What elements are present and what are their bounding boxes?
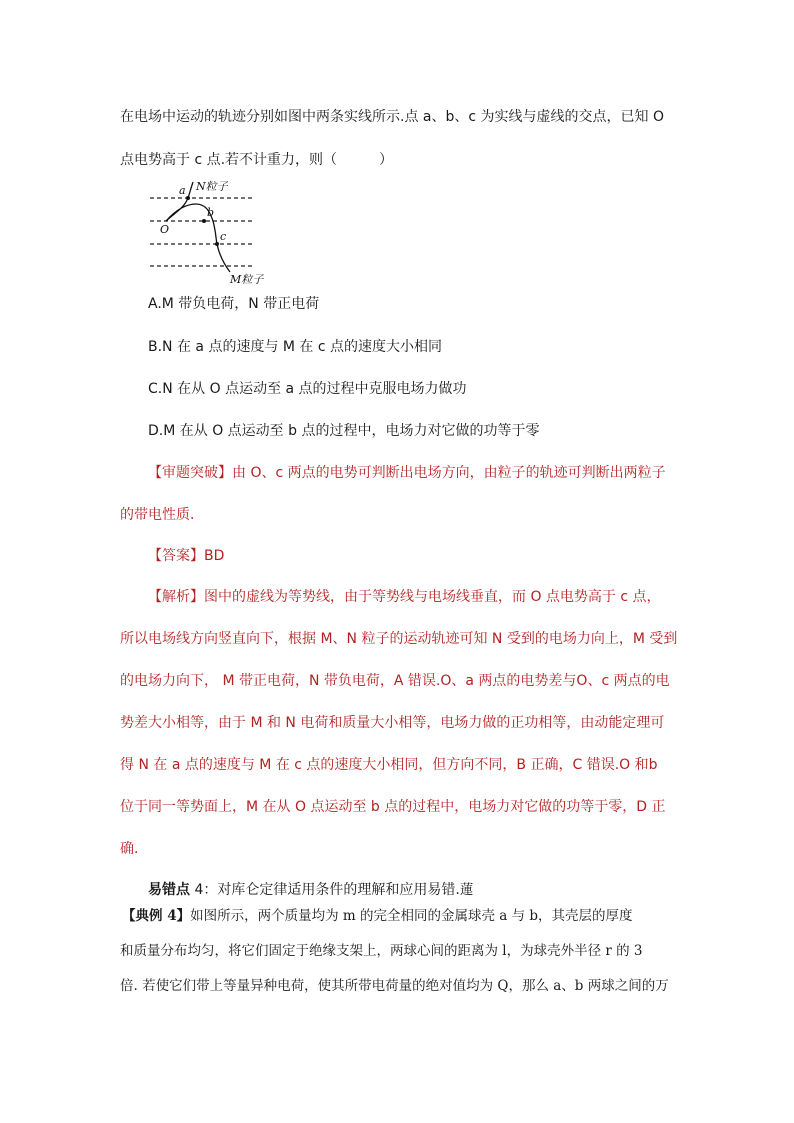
analysis-line-7: 确.: [120, 841, 139, 857]
breakthrough-text-2: 的带电性质.: [120, 507, 195, 523]
question-line-2: 点电势高于 c 点.若不计重力，则（ ）: [120, 152, 394, 168]
option-a: A.M 带负电荷，N 带正电荷: [148, 296, 320, 312]
trajectory-figure: [144, 176, 278, 288]
point-c-dot: [215, 242, 219, 246]
option-c: C.N 在从 O 点运动至 a 点的过程中克服电场力做功: [148, 381, 467, 397]
n-particle-label: N粒子: [196, 180, 228, 193]
option-b: B.N 在 a 点的速度与 M 在 c 点的速度大小相同: [148, 339, 443, 355]
example-text-1: 如图所示，两个质量均为 m 的完全相同的金属球壳 a 与 b，其壳层的厚度: [190, 908, 633, 924]
point-b-label: b: [207, 206, 215, 219]
analysis-line-2: 所以电场线方向竖直向下，根据 M、N 粒子的运动轨迹可知 N 受到的电场力向上，M 受到: [120, 631, 678, 647]
breakthrough-line-1: [148, 463, 666, 483]
option-d: D.M 在从 O 点运动至 b 点的过程中，电场力对它做的功等于零: [148, 423, 540, 439]
answer-label: 【答案】: [148, 548, 204, 564]
example-line-2: 和质量分布均匀，将它们固定于绝缘支架上，两球心间的距离为 l，为球壳外半径 r 的 3: [120, 943, 643, 959]
point-a-label: a: [179, 184, 186, 197]
example-label: 【典例 4】: [122, 908, 191, 924]
answer-value: BD: [204, 548, 225, 564]
point-a-dot: [186, 196, 190, 200]
error-point-heading: [148, 880, 473, 900]
question-line-1: 在电场中运动的轨迹分别如图中两条实线所示.点 a、b、c 为实线与虚线的交点，已知 O: [120, 109, 664, 125]
breakthrough-label: 【审题突破】: [148, 465, 232, 481]
analysis-label: 【解析】: [148, 589, 204, 605]
error-point-text: 4：对库仑定律适用条件的理解和应用易错.: [190, 882, 460, 898]
analysis-line-1: [148, 587, 661, 607]
point-o-label: O: [160, 223, 170, 236]
analysis-line-3: 的电场力向下， M 带正电荷，N 带负电荷，A 错误.O、a 两点的电势差与O、c 两点的电: [120, 673, 670, 689]
analysis-line-4: 势差大小相等，由于 M 和 N 电荷和质量大小相等，电场力做的正功相等，由动能定理可: [120, 715, 665, 731]
error-point-label: 易错点: [148, 882, 190, 898]
analysis-line-6: 位于同一等势面上，M 在从 O 点运动至 b 点的过程中，电场力对它做的功等于零，D 正: [120, 799, 666, 815]
answer-line: [148, 546, 224, 566]
example-line-1: [122, 906, 633, 926]
analysis-line-5: 得 N 在 a 点的速度与 M 在 c 点的速度大小相同，但方向不同，B 正确，C 错误.O 和b: [120, 757, 658, 773]
breakthrough-text-1: 由 O、c 两点的电势可判断出电场方向，由粒子的轨迹可判断出两粒子: [232, 465, 666, 481]
analysis-text-1: 图中的虚线为等势线，由于等势线与电场线垂直，而 O 点电势高于 c 点，: [204, 589, 661, 605]
error-point-tail: 蓮: [459, 882, 474, 898]
example-line-3: 倍. 若使它们带上等量异种电荷，使其所带电荷量的绝对值均为 Q，那么 a、b 两球之间的万: [120, 978, 669, 994]
point-b-dot: [202, 219, 206, 223]
point-c-label: c: [220, 230, 227, 243]
m-particle-label: M粒子: [230, 273, 264, 286]
